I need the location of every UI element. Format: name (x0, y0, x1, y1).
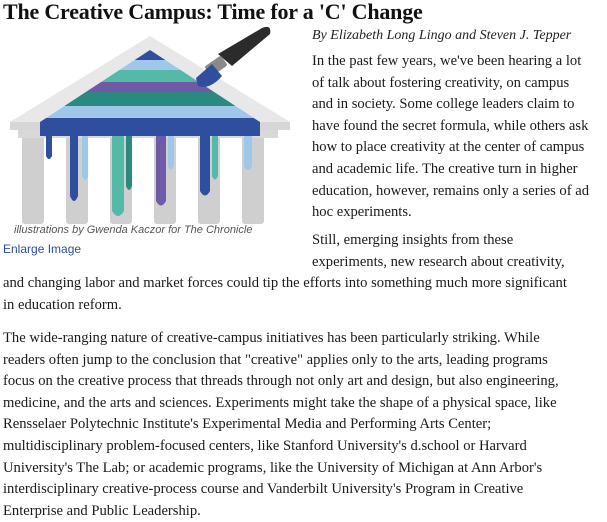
article-byline: By Elizabeth Long Lingo and Steven J. Tepper (312, 28, 572, 43)
paragraph-line: Enterprise and Public Leadership. (3, 502, 201, 519)
article-headline: The Creative Campus: Time for a 'C' Change (3, 0, 423, 24)
paragraph-line: in education reform. (3, 296, 122, 313)
paragraph-line: focus on the creative process that threads through not only art and design, but also engineering, (3, 373, 559, 390)
paragraph-line: of talk about fostering creativity, on campus (312, 74, 570, 91)
paragraph-line: The wide-ranging nature of creative-campus initiatives has been particularly striking. While (3, 330, 540, 346)
paragraph-2-full (3, 273, 605, 316)
paragraph-line: and academic life. The creative turn in higher (312, 160, 578, 177)
paragraph-line: multidisciplinary problem-focused centers, like Stanford University's d.school or Harvard (3, 437, 527, 454)
paragraph-line: hoc experiments. (312, 204, 412, 221)
paragraph-line: and changing labor and market forces could tip the efforts into something much more significant (3, 275, 567, 291)
paragraph-line: In the past few years, we've been hearing a lot (312, 53, 582, 69)
paragraph-3 (3, 328, 605, 522)
paragraph-line: readers often jump to the conclusion that "creative" applies only to the arts, leading programs (3, 351, 548, 368)
paragraph-line: experiments, new research about creativity, (312, 253, 565, 270)
paragraph-line: medicine, and the arts and sciences. Experiments might take the shape of a physical space, like (3, 394, 557, 411)
paragraph-line: interdisciplinary creative-process course and Vanderbilt University's Program in Creative (3, 481, 524, 498)
paragraph-line: Rensselaer Polytechnic Institute's Experimental Media and Performing Arts Center; (3, 416, 492, 433)
paragraph-line: and in society. Some college leaders claim to (312, 96, 575, 113)
paint-dripping-building-illustration[interactable] (0, 26, 306, 226)
article-figure (0, 26, 306, 258)
image-credit: illustrations by Gwenda Kaczor for The Chronicle (14, 224, 253, 236)
paragraph-line: how to place creativity at the center of campus (312, 139, 585, 156)
paragraph-line: Still, emerging insights from these (312, 232, 514, 248)
paragraph-line: have found the secret formula, while others ask (312, 117, 589, 134)
enlarge-image-link[interactable]: Enlarge Image (3, 242, 82, 256)
paragraph-line: University's The Lab; or academic programs, like the University of Michigan at Ann Arbor's (3, 459, 543, 476)
paragraph-1 (312, 51, 604, 224)
paragraph-2-wrapped (312, 230, 604, 273)
paintbrush-icon (196, 27, 270, 87)
paragraph-line: education, however, remains only a series of ad (312, 182, 590, 199)
